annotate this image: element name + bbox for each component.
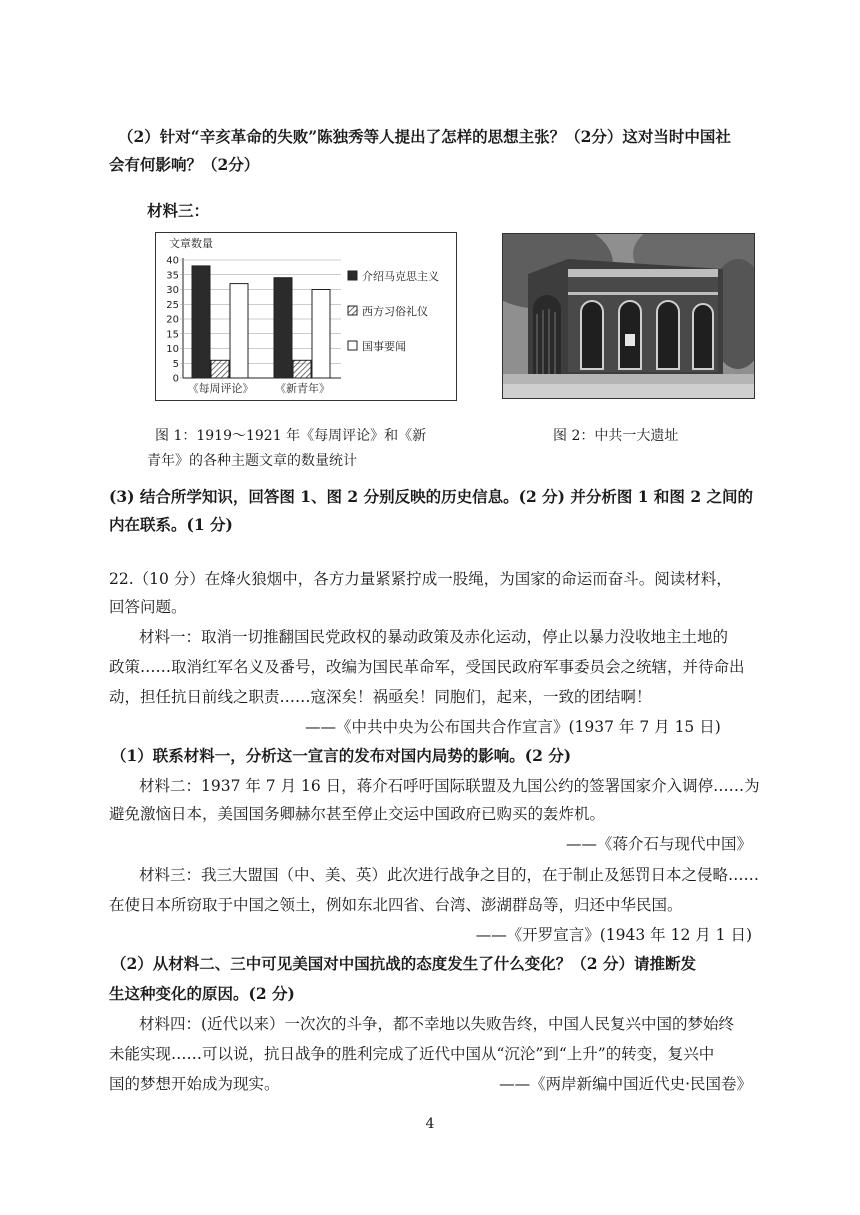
chart-y-tick-label: 35 xyxy=(166,270,179,282)
material4-line2: 未能实现……可以说，抗日战争的胜利完成了近代中国从“沉沦”到“上升”的转变，复兴中 xyxy=(109,1045,715,1063)
chart-legend-label: 西方习俗礼仪 xyxy=(362,305,428,318)
chart-bar xyxy=(230,284,248,378)
chart-y-tick-label: 15 xyxy=(166,329,179,341)
chart-y-tick-label: 40 xyxy=(166,255,179,267)
material1-line1: 材料一：取消一切推翻国民党政权的暴动政策及赤化运动，停止以暴力没收地主土地的 xyxy=(139,628,729,646)
q3-line1: (3) 结合所学知识，回答图 1、图 2 分别反映的历史信息。(2 分) 并分析图 1 和图 2 之间的 xyxy=(109,487,754,506)
material2-line1: 材料二：1937 年 7 月 16 日，蒋介石呼吁国际联盟及九国公约的签署国家介入调停……为 xyxy=(139,777,760,795)
chart-legend-label: 介绍马克思主义 xyxy=(362,270,439,283)
material3-label: 材料三： xyxy=(147,201,210,220)
chart-legend-swatch xyxy=(348,306,357,315)
chart-bar xyxy=(211,360,229,378)
chart-y-tick-label: 0 xyxy=(172,373,179,385)
sub-question-2-line2: 生这种变化的原因。(2 分) xyxy=(109,984,295,1003)
sub-question-1: （1）联系材料一，分析这一宣言的发布对国内局势的影响。(2 分) xyxy=(111,746,572,765)
page-number: 4 xyxy=(425,1116,435,1132)
material1-source: ——《中共中央为公布国共合作宣言》(1937 年 7 月 15 日) xyxy=(305,718,721,736)
chart-y-tick-label: 30 xyxy=(166,285,179,296)
q2-line1: （2）针对“辛亥革命的失败”陈独秀等人提出了怎样的思想主张？（2分）这对当时中国社 xyxy=(118,127,731,146)
material2-source: ——《蒋介石与现代中国》 xyxy=(565,835,752,853)
material4-line1: 材料四：(近代以来）一次次的斗争，都不幸地以失败告终，中国人民复兴中国的梦始终 xyxy=(139,1015,735,1033)
material1-line2: 政策……取消红军名义及番号，改编为国民革命军，受国民政府军事委员会之统辖，并待命出 xyxy=(109,658,745,676)
figure2-photo-site xyxy=(502,233,755,399)
chart-svg xyxy=(156,233,456,400)
chart-y-tick-label: 10 xyxy=(166,344,179,355)
chart-legend-swatch xyxy=(348,341,357,350)
chart-bar xyxy=(192,266,210,378)
material2-line2: 避免激恼日本，美国国务卿赫尔甚至停止交运中国政府已购买的轰炸机。 xyxy=(109,805,606,823)
figure2-caption: 图 2：中共一大遗址 xyxy=(553,428,679,444)
q22-line2: 回答问题。 xyxy=(109,598,187,616)
chart-y-tick-label: 20 xyxy=(166,314,179,326)
chart-category-label: 《新青年》 xyxy=(275,382,330,395)
chart-legend-label: 国事要闻 xyxy=(362,340,406,353)
material4-line3: 国的梦想开始成为现实。 xyxy=(109,1075,280,1093)
chart-category-label: 《每周评论》 xyxy=(187,382,254,395)
q3-line2: 内在联系。(1 分) xyxy=(109,515,233,534)
material1-line3: 动，担任抗日前线之职责……寇深矣！祸亟矣！同胞们，起来，一致的团结啊！ xyxy=(109,688,652,706)
figure1-caption-line1: 图 1：1919～1921 年《每周评论》和《新 xyxy=(155,428,427,444)
chart-ylabel: 文章数量 xyxy=(169,237,213,250)
photo-illustration xyxy=(503,234,754,398)
chart-bar xyxy=(293,360,311,378)
chart-bar xyxy=(312,290,330,379)
chart-y-tick-label: 5 xyxy=(172,358,179,370)
material4-source: ——《两岸新编中国近代史·民国卷》 xyxy=(499,1075,752,1093)
figure1-bar-chart xyxy=(155,232,457,401)
chart-y-tick-label: 25 xyxy=(166,299,179,311)
q2-line2: 会有何影响？（2分） xyxy=(109,155,260,174)
material3-line2: 在使日本所窃取于中国之领土，例如东北四省、台湾、澎湖群岛等，归还中华民国。 xyxy=(109,896,683,914)
chart-legend-swatch xyxy=(348,271,357,280)
q22-line1: 22.（10 分）在烽火狼烟中，各方力量紧紧拧成一股绳，为国家的命运而奋斗。阅读材料， xyxy=(109,570,732,588)
sub-question-2-line1: （2）从材料二、三中可见美国对中国抗战的态度发生了什么变化？（2 分）请推断发 xyxy=(111,954,696,973)
material3-source: ——《开罗宣言》(1943 年 12 月 1 日) xyxy=(475,926,752,944)
material3-line1: 材料三：我三大盟国（中、美、英）此次进行战争之目的，在于制止及惩罚日本之侵略…… xyxy=(139,866,760,884)
chart-bar xyxy=(274,278,292,378)
figure1-caption-line2: 青年》的各种主题文章的数量统计 xyxy=(147,453,357,469)
